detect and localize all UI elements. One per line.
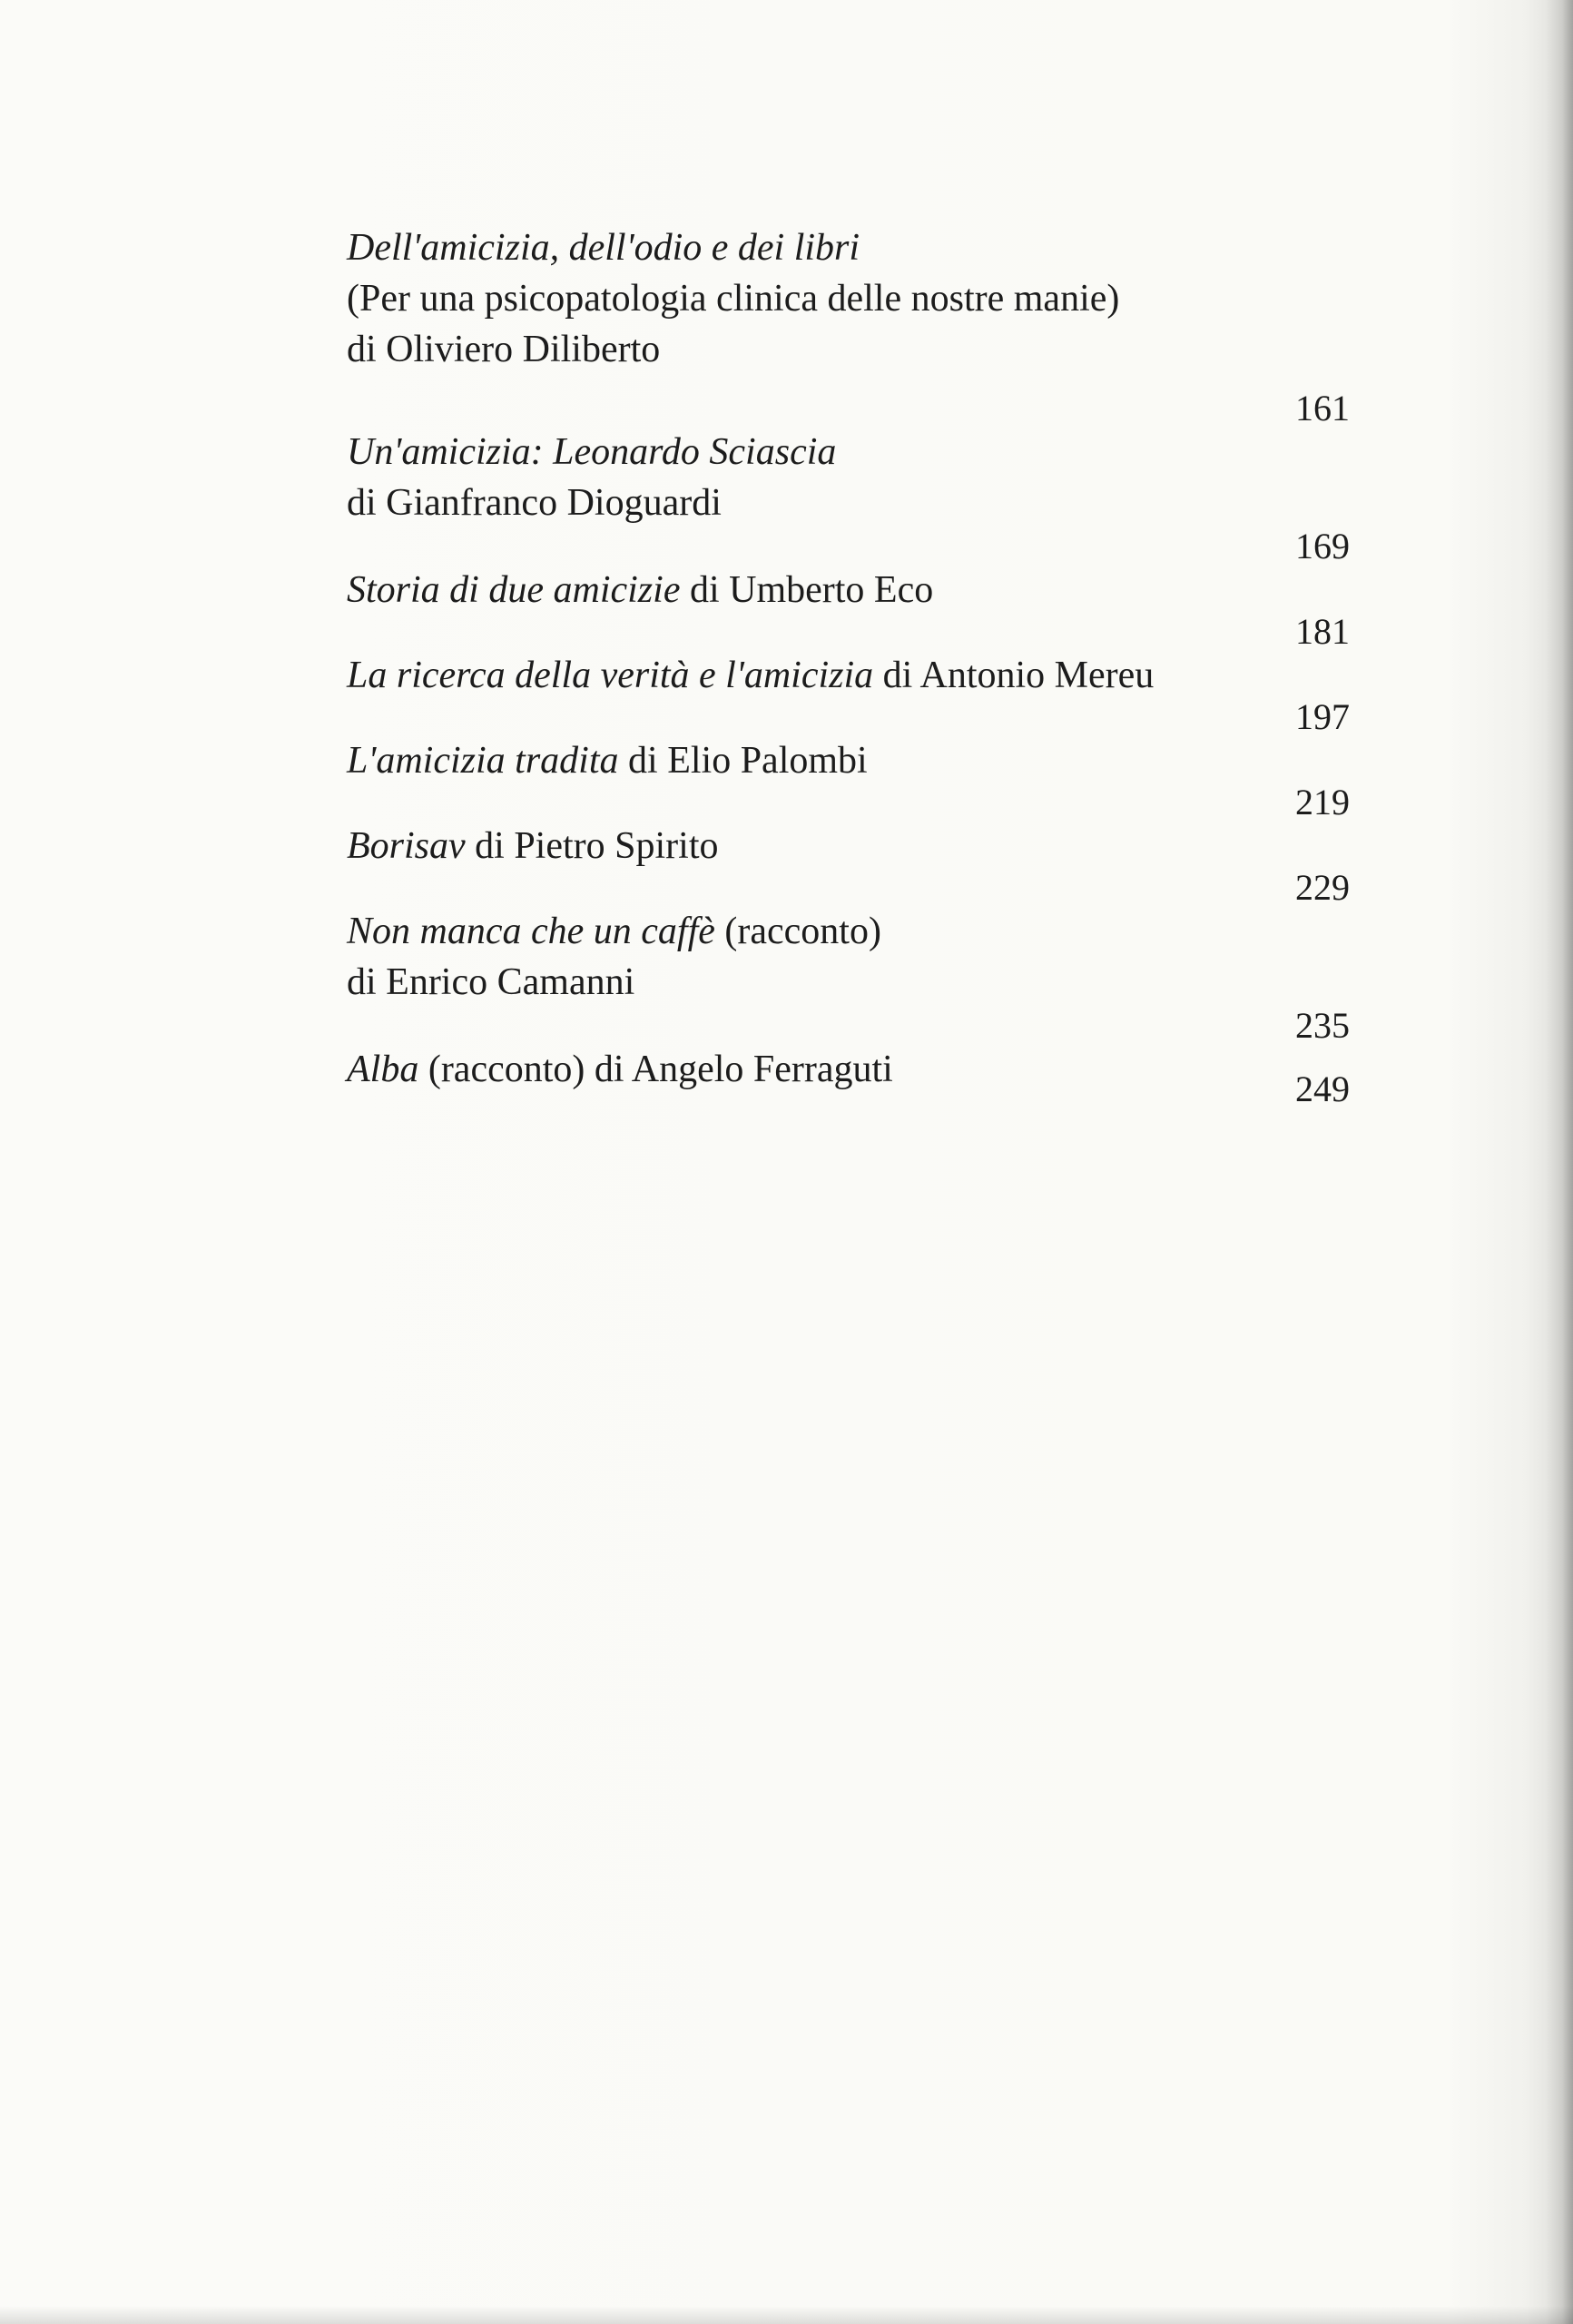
entry-author: (racconto) di Angelo Ferraguti — [418, 1049, 893, 1090]
page-bottom-shadow — [0, 2306, 1573, 2324]
entry-page-number: 235 — [1295, 1005, 1350, 1046]
entry-title: Borisav — [347, 825, 466, 867]
entry-page-number: 181 — [1295, 611, 1350, 652]
entry-page-number: 161 — [1295, 388, 1350, 428]
entry-author: di Enrico Camanni — [347, 961, 635, 1003]
entry-subtitle: (Per una psicopatologia clinica delle nostre manie) — [347, 278, 1120, 320]
entry-title-suffix: (racconto) — [714, 911, 881, 952]
entry-author: di Umberto Eco — [680, 569, 934, 611]
entry-author: di Pietro Spirito — [465, 825, 719, 867]
entry-page-number: 219 — [1295, 782, 1350, 822]
entry-title: Alba — [347, 1049, 419, 1090]
toc-entry — [347, 222, 1350, 427]
toc-entry — [347, 650, 1350, 735]
entry-title: Storia di due amicizie — [347, 569, 681, 611]
entry-title: Un'amicizia: Leonardo Sciascia — [347, 431, 837, 473]
entry-author: di Antonio Mereu — [873, 655, 1155, 696]
entry-title: L'amicizia tradita — [347, 740, 619, 782]
entry-title: La ricerca della verità e l'amicizia — [347, 655, 874, 696]
toc-entry — [347, 565, 1350, 650]
entry-author: di Oliviero Diliberto — [347, 329, 661, 370]
page-edge-shadow — [1546, 0, 1573, 2324]
entry-author: di Elio Palombi — [618, 740, 868, 782]
toc-entry — [347, 906, 1350, 1044]
entry-page-number: 197 — [1295, 696, 1350, 737]
entry-page-number: 229 — [1295, 867, 1350, 908]
entry-page-number: 249 — [1295, 1068, 1350, 1109]
table-of-contents — [347, 222, 1350, 1108]
toc-entry — [347, 821, 1350, 906]
toc-entry — [347, 1044, 1350, 1108]
entry-title: Non manca che un caffè — [347, 911, 715, 952]
entry-title: Dell'amicizia, dell'odio e dei libri — [347, 227, 860, 269]
entry-page-number: 169 — [1295, 526, 1350, 566]
toc-entry — [347, 735, 1350, 821]
toc-entry — [347, 427, 1350, 565]
entry-author: di Gianfranco Dioguardi — [347, 482, 722, 524]
